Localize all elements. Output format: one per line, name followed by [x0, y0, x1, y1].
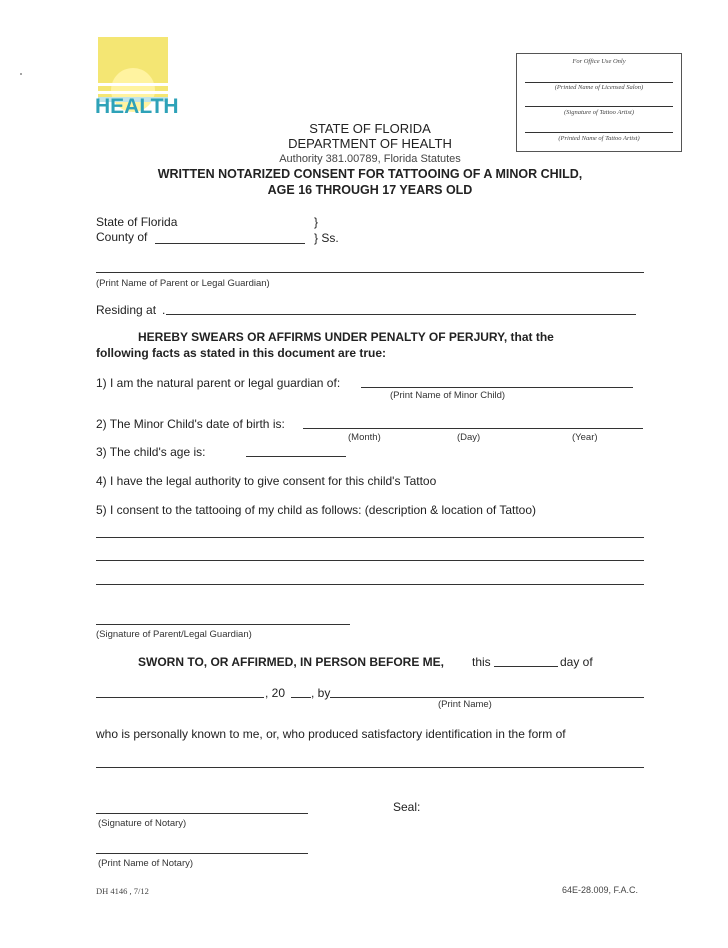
parent-name-field[interactable]: [96, 272, 644, 273]
notary-signature-label: (Signature of Notary): [98, 818, 187, 829]
notary-signature-field[interactable]: [96, 813, 308, 814]
dob-year-label: (Year): [572, 432, 598, 443]
header-state: STATE OF FLORIDA: [309, 121, 431, 136]
office-line-1: [525, 82, 673, 83]
swear-line1: HEREBY SWEARS OR AFFIRMS UNDER PENALTY OF PERJURY, that the: [138, 330, 554, 344]
sworn-month-field[interactable]: [96, 697, 264, 698]
tattoo-desc-line-1[interactable]: [96, 537, 644, 538]
residing-label: Residing at: [96, 303, 157, 317]
venue-brace-2: } Ss.: [314, 231, 339, 245]
office-use-box: [516, 53, 682, 152]
seal-label: Seal:: [393, 800, 421, 814]
residing-dot: .: [162, 303, 166, 317]
sworn-text: SWORN TO, OR AFFIRMED, IN PERSON BEFORE ME,: [138, 655, 445, 669]
dob-month-label: (Month): [348, 432, 381, 443]
office-use-title: For Office Use Only: [572, 58, 626, 65]
form-title-line2: AGE 16 THROUGH 17 YEARS OLD: [267, 183, 473, 197]
rule-reference: 64E-28.009, F.A.C.: [562, 885, 639, 895]
parent-signature-label: (Signature of Parent/Legal Guardian): [96, 629, 252, 640]
office-line-3: [525, 132, 673, 133]
minor-name-field[interactable]: [361, 387, 633, 388]
identification-field[interactable]: [96, 767, 644, 768]
scan-speck: [20, 73, 22, 75]
item-3-text: 3) The child's age is:: [96, 445, 206, 459]
swear-line2: following facts as stated in this document are true:: [96, 346, 387, 360]
office-label-artist-sig: (Signature of Tattoo Artist): [563, 109, 634, 116]
dob-day-label: (Day): [457, 432, 481, 443]
form-number: DH 4146 , 7/12: [96, 886, 149, 896]
item-1-text: 1) I am the natural parent or legal guardian of:: [96, 376, 341, 390]
sworn-by-name-field[interactable]: [330, 697, 644, 698]
parent-name-label: (Print Name of Parent or Legal Guardian): [96, 278, 270, 289]
county-field[interactable]: [155, 243, 305, 244]
sworn-print-name-label: (Print Name): [438, 699, 492, 710]
dob-field[interactable]: [303, 428, 643, 429]
office-label-artist-name: (Printed Name of Tattoo Artist): [558, 135, 640, 142]
item-5-text: 5) I consent to the tattooing of my child as follows: (description & location of Tattoo): [96, 503, 537, 517]
sworn-year-field[interactable]: [291, 697, 311, 698]
notary-name-label: (Print Name of Notary): [98, 858, 194, 869]
item-4-text: 4) I have the legal authority to give consent for this child's Tattoo: [96, 474, 437, 488]
sworn-this: this: [472, 655, 491, 669]
sworn-day-field[interactable]: [494, 666, 558, 667]
sworn-by: , by: [311, 686, 331, 700]
venue-state-label: State of Florida: [96, 215, 178, 229]
logo-text: HEALTH: [95, 95, 179, 118]
health-logo: [93, 35, 183, 120]
header-dept: DEPARTMENT OF HEALTH: [288, 136, 452, 151]
sworn-year-prefix: , 20: [265, 686, 286, 700]
sworn-day-of: day of: [560, 655, 593, 669]
form-title-line1: WRITTEN NOTARIZED CONSENT FOR TATTOOING OF A MINOR CHILD,: [157, 167, 583, 181]
tattoo-desc-line-3[interactable]: [96, 584, 644, 585]
tattoo-desc-line-2[interactable]: [96, 560, 644, 561]
minor-name-label: (Print Name of Minor Child): [390, 390, 506, 401]
notary-name-field[interactable]: [96, 853, 308, 854]
known-text: who is personally known to me, or, who produced satisfactory identification in the form of: [96, 727, 566, 741]
parent-signature-field[interactable]: [96, 624, 350, 625]
item-2-text: 2) The Minor Child's date of birth is:: [96, 417, 285, 431]
child-age-field[interactable]: [246, 456, 346, 457]
venue-brace-1: }: [314, 215, 319, 229]
residing-field[interactable]: [166, 314, 636, 315]
office-label-salon: (Printed Name of Licensed Salon): [554, 84, 644, 91]
header-authority: Authority 381.00789, Florida Statutes: [279, 153, 461, 165]
office-line-2: [525, 106, 673, 107]
venue-county-label: County of: [96, 230, 148, 244]
